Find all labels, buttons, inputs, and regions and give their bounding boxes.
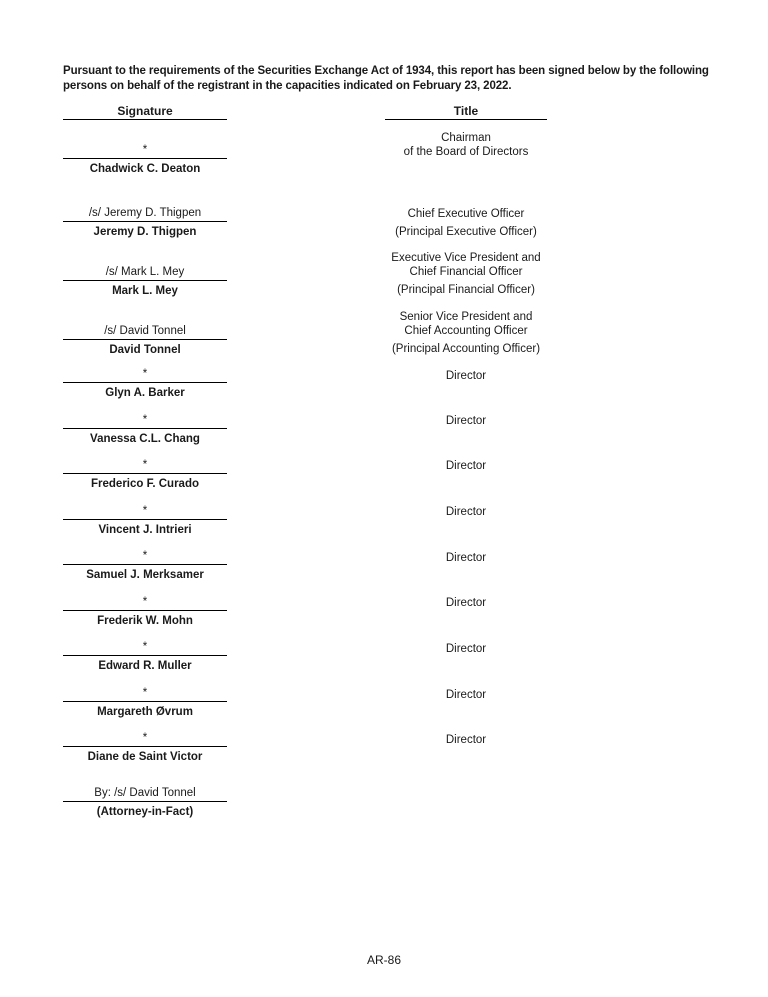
signature-block [63, 504, 227, 537]
title-line: Director [445, 506, 487, 518]
title-line: Chief Financial Officer [409, 266, 523, 278]
signer-name: Vanessa C.L. Chang [90, 433, 200, 445]
signer-name: Diane de Saint Victor [87, 751, 203, 763]
signature-block [63, 595, 227, 628]
title-block [366, 642, 566, 656]
signature-block [63, 324, 227, 357]
signature-line: * [63, 549, 227, 565]
signature-block [63, 143, 227, 176]
title-line: of the Board of Directors [403, 146, 529, 158]
title-line: Director [445, 643, 487, 655]
signature-line: /s/ David Tonnel [63, 324, 227, 340]
signature-line: * [63, 143, 227, 159]
title-column-header: Title [385, 104, 547, 120]
signature-line: * [63, 731, 227, 747]
signature-block [63, 731, 227, 764]
signature-block [63, 458, 227, 491]
signature-block [63, 640, 227, 673]
signer-name: Mark L. Mey [112, 285, 178, 297]
signature-line: * [63, 458, 227, 474]
signature-block [63, 265, 227, 298]
signature-line: * [63, 504, 227, 520]
signature-line: * [63, 640, 227, 656]
title-block [366, 688, 566, 702]
signature-line: /s/ Mark L. Mey [63, 265, 227, 281]
title-line: Director [445, 552, 487, 564]
title-block [366, 207, 566, 239]
title-line: Director [445, 597, 487, 609]
signer-name: Samuel J. Merksamer [86, 569, 204, 581]
title-line: Director [445, 734, 487, 746]
title-block [366, 414, 566, 428]
signer-name: (Attorney-in-Fact) [96, 806, 194, 818]
signer-name: Glyn A. Barker [105, 387, 185, 399]
title-line: Director [445, 460, 487, 472]
title-block [366, 551, 566, 565]
title-line: Director [445, 370, 487, 382]
title-subtitle: (Principal Executive Officer) [395, 226, 537, 238]
title-block [366, 596, 566, 610]
signature-block [63, 367, 227, 400]
signature-line: /s/ Jeremy D. Thigpen [63, 206, 227, 222]
signature-block [63, 686, 227, 719]
signer-name: Margareth Øvrum [97, 706, 193, 718]
title-block [366, 505, 566, 519]
title-line: Director [445, 415, 487, 427]
signature-block [63, 206, 227, 239]
signature-line: * [63, 595, 227, 611]
signature-line: * [63, 367, 227, 383]
title-line: Chief Accounting Officer [404, 325, 528, 337]
signer-name: Chadwick C. Deaton [89, 163, 201, 175]
signer-name: Jeremy D. Thigpen [93, 226, 197, 238]
title-block [366, 310, 566, 356]
signature-line: By: /s/ David Tonnel [63, 786, 227, 802]
title-block [366, 131, 566, 159]
title-block [366, 251, 566, 297]
title-line: Senior Vice President and [399, 311, 533, 323]
signature-block [63, 413, 227, 446]
signature-block [63, 549, 227, 582]
signer-name: David Tonnel [109, 344, 181, 356]
signer-name: Frederico F. Curado [91, 478, 199, 490]
title-line: Executive Vice President and [391, 252, 541, 264]
title-subtitle: (Principal Accounting Officer) [391, 343, 541, 355]
title-subtitle: (Principal Financial Officer) [397, 284, 535, 296]
signer-name: Frederik W. Mohn [97, 615, 193, 627]
page-number: AR-86 [366, 953, 401, 967]
signer-name: Edward R. Muller [98, 660, 192, 672]
title-block [366, 459, 566, 473]
title-block [366, 733, 566, 747]
title-line: Director [445, 689, 487, 701]
title-line: Chief Executive Officer [407, 208, 525, 220]
signer-name: Vincent J. Intrieri [98, 524, 192, 536]
attorney-signature-block [63, 786, 227, 819]
title-line: Chairman [441, 132, 491, 144]
signature-line: * [63, 686, 227, 702]
signature-line: * [63, 413, 227, 429]
intro-paragraph: Pursuant to the requirements of the Securities Exchange Act of 1934, this report has been signed below by the following persons on behalf of the registrant in the capacities indicated on February 23, 2022. [63, 65, 709, 92]
title-block [366, 369, 566, 383]
signature-column-header: Signature [63, 104, 227, 120]
